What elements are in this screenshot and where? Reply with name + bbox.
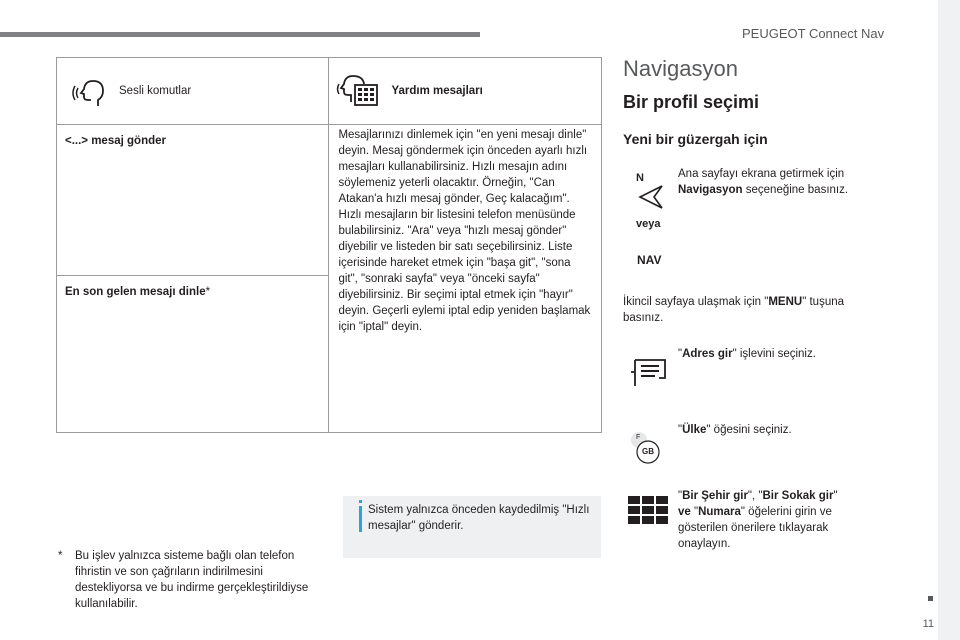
step5-quote: "	[678, 490, 683, 502]
step1-bold: Navigasyon	[678, 184, 743, 196]
step-menu	[623, 294, 863, 326]
keypad-icon	[628, 496, 670, 526]
table-row-listen-latest	[57, 276, 329, 433]
footnote-star-ref: *	[205, 286, 211, 298]
step3-quote: "	[678, 348, 683, 360]
step-home-nav	[678, 166, 863, 198]
subheading: Yeni bir güzergah için	[623, 131, 768, 147]
section-title: Navigasyon	[623, 56, 738, 81]
flag-gb-label: GB	[642, 447, 654, 456]
voice-commands-label: Sesli komutlar	[119, 85, 192, 97]
info-note-box	[343, 496, 601, 558]
step5-city: Bir Şehir gir	[682, 490, 748, 502]
step4-bold: Ülke	[682, 424, 707, 436]
side-margin-strip	[938, 0, 960, 640]
step5-and: ve	[678, 506, 691, 518]
page-number: 11	[922, 618, 934, 630]
step2-text: İkincil sayfaya ulaşmak için "	[623, 296, 769, 308]
nav-button-icon	[630, 172, 670, 212]
step3-bold: Adres gir	[682, 348, 733, 360]
help-messages-label: Yardım mesajları	[391, 85, 483, 97]
voice-command-table	[56, 57, 602, 433]
step5-sep1: ", "	[747, 490, 763, 502]
help-text: Mesajlarınızı dinlemek için "en yeni mesajı dinle" deyin. Mesaj göndermek için önceden ayarlı hızlı mesajları kullanabilirsiniz. Hızlı mesajın adını söylemeniz yeterli olacaktır. Örneğin, "Can Atakan'a hızlı mesaj gönder, Geç kalacağım". Hızlı mesajların bir listesini telefon menüsünde bulabilirsiniz. "Ara" veya "hızlı mesaj gönder" diyebilir ve listeden bir satı seçebilirsiniz. Liste içerisinde hareket etmek için "başa git", "sona git", "sonraki sayfa" veya "önceki sayfa" diyebilirsiniz. Bir seçimi iptal etmek için "hayır" deyin. Geçerli eylemi iptal edip yeniden başlamak için "iptal" deyin.	[338, 129, 591, 333]
footnote-text: Bu işlev yalnızca sisteme bağlı olan telefon fihristin ve son çağrıların indirilmesini destekliyorsa ve bu indirme gerçekleştirildiyse kullanılabilir.	[75, 550, 309, 610]
nav-button-label: NAV	[637, 253, 662, 267]
command-listen-latest: En son gelen mesajı dinle	[65, 286, 206, 298]
footnote-star: *	[58, 550, 63, 562]
help-message-icon	[335, 70, 379, 112]
flag-f-label: F	[636, 434, 641, 441]
help-messages-header	[329, 58, 602, 125]
voice-command-icon	[71, 72, 111, 112]
navigation-arrow-icon	[636, 182, 666, 212]
step1-text: Ana sayfayı ekrana getirmek için	[678, 168, 845, 180]
step-country	[678, 422, 863, 438]
nav-n-letter: N	[636, 172, 644, 184]
step-enter-address	[678, 346, 863, 362]
info-icon-dot	[359, 500, 362, 503]
header-rule	[0, 32, 480, 37]
step4-quote: "	[678, 424, 683, 436]
info-note-text: Sistem yalnızca önceden kaydedilmiş "Hızlı mesajlar" gönderir.	[368, 504, 590, 532]
step2-bold: MENU	[768, 296, 803, 308]
subsection-title: Bir profil seçimi	[623, 92, 760, 112]
page-header-title: PEUGEOT Connect Nav	[742, 26, 885, 41]
step5-number: Numara	[698, 506, 741, 518]
help-text-cell	[329, 125, 602, 433]
step4-post: " öğesini seçiniz.	[706, 424, 792, 436]
country-flag-icon	[628, 430, 668, 466]
address-entry-icon	[629, 356, 669, 388]
step3-post: " işlevini seçiniz.	[732, 348, 816, 360]
table-row-send-message	[57, 125, 329, 276]
step5-sep2: "	[833, 490, 838, 502]
voice-commands-header	[57, 58, 329, 125]
step-city-street	[678, 488, 868, 552]
step2-post: " tuşuna basınız.	[623, 296, 845, 324]
step1-post: seçeneğine basınız.	[742, 184, 849, 196]
command-send-message: <...> mesaj gönder	[65, 135, 166, 147]
step5-post: " öğelerini girin ve gösterilen önerilere tıklayarak onaylayın.	[678, 506, 832, 550]
step5-sep3: "	[690, 506, 699, 518]
step5-street: Bir Sokak gir	[762, 490, 834, 502]
or-label: veya	[636, 218, 661, 230]
info-icon	[359, 506, 362, 532]
continue-marker	[928, 596, 933, 601]
